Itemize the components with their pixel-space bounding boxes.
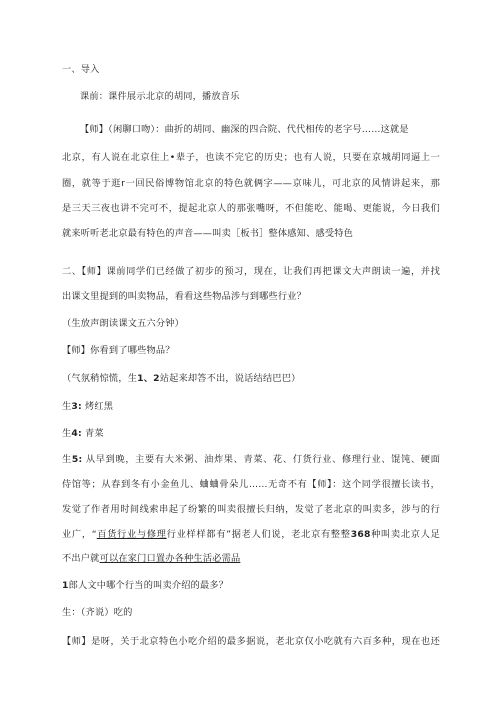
text-run: 烤红黑 [84, 401, 114, 412]
paragraph-line: 生：（齐说）吃的 [62, 607, 133, 618]
text-run: 不出户就 [62, 553, 100, 564]
student-number: 5: [71, 454, 83, 465]
paragraph-line: 【师】你看到了哪些物品？ [62, 345, 175, 356]
paragraph-line [62, 580, 228, 592]
text-run: 青菜 [84, 428, 104, 439]
text-run: 生 [62, 428, 72, 439]
text-run: 从早到晚，主要有大米粥、油炸果、青菜、花、仃货行业、修理行业、馄饨、硬面 [85, 454, 441, 465]
paragraph-line [62, 373, 301, 385]
text-run: 业广，“ [62, 529, 97, 540]
paragraph-line: 圈，就等于逛r一回民俗博物馆北京的特色就俩字——京味儿，可北京的风情讲起来，那 [62, 178, 440, 189]
paragraph-line: 【师】（闲聊口吻）：曲折的胡同、幽深的四合院、代代相传的老字号……这就是 [80, 124, 409, 135]
student-number: 3: [71, 401, 82, 412]
paragraph-line [62, 401, 113, 413]
paragraph-line [62, 529, 440, 541]
text-run: 种叫卖北京人足 [370, 529, 441, 540]
paragraph-line: 是三天三夜也讲不完可不，提起北京人的那张嘴呀，不但能吃、能喝、更能说，今日我们 [62, 203, 440, 214]
paragraph-line: （生放声朗读课文五六分钟） [62, 318, 185, 329]
paragraph-line: 就来听听老北京最有特色的声音——叫卖［板书］整体感知、感受特色 [62, 228, 354, 239]
underlined-text: 可以在家门口置办各种生活必需品 [99, 553, 241, 564]
text-run: 行业样样都有”据老人们说，老北京有整整 [166, 529, 351, 540]
paragraph-line: 北京，有人说在北京住上•辈子，也读不完它的历史；也有人说，只要在京城胡同逼上一 [62, 152, 440, 163]
text-run: 站起来却答不出，说话结结巴巴） [159, 373, 301, 384]
paragraph-line: 出课文里提到的叫卖物品，看看这些物品涉与到哪些行业？ [62, 291, 307, 302]
paragraph-line [62, 428, 104, 440]
number-highlight: 368 [350, 529, 371, 540]
paragraph-line: 侍馆等；从春到冬有小金鱼儿、蛐蛐骨朵儿……无奇不有【师】：这个同学很擅长读书， [62, 479, 440, 490]
underlined-text: 百货行业与修理 [96, 529, 167, 540]
paragraph-line: 【师】是呀，关于北京特色小吃介绍的最多据说，老北京仅小吃就有六百多种，现在也还 [62, 636, 440, 647]
text-run: 生 [62, 401, 72, 412]
text-run: （气氛稍惊慌，生 [62, 373, 138, 384]
text-run: 郎人文中哪个行当的叫卖介绍的最多？ [68, 580, 229, 591]
question-number: 1 [62, 580, 69, 591]
paragraph-line: 发觉了作者用时间线索串起了纷繁的叫卖很擅长归纳，发觉了老北京的叫卖多，涉与的行 [62, 504, 440, 515]
section-heading-two: 二、【师】课前同学们已经做了初步的预习，现在，让我们再把课文大声朗读一遍，并找 [62, 266, 440, 277]
student-number: 1、2 [137, 373, 160, 384]
student-number: 4: [71, 428, 82, 439]
paragraph-line: 课前：课件展示北京的胡同，播放音乐 [80, 91, 240, 102]
section-heading-intro: 一、导入 [62, 64, 100, 75]
text-run: 生 [62, 454, 72, 465]
paragraph-line [62, 553, 240, 565]
paragraph-line [62, 454, 440, 466]
